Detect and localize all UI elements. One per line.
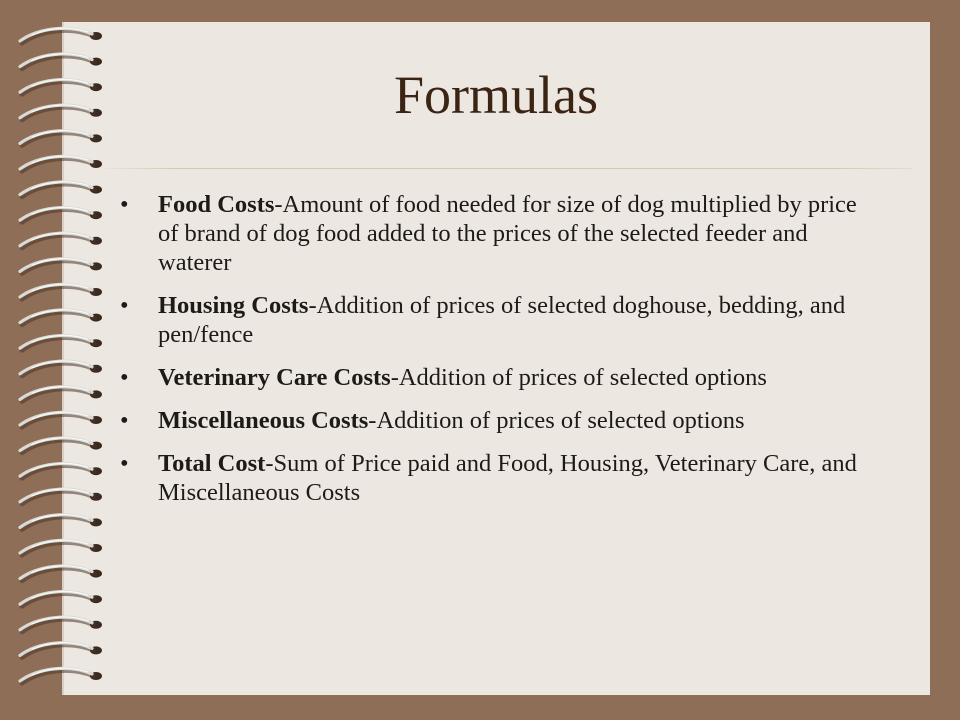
bullet-icon: • bbox=[120, 407, 129, 434]
spiral-ring bbox=[20, 284, 102, 299]
bullet-list bbox=[118, 190, 878, 521]
spiral-ring bbox=[20, 540, 102, 555]
spiral-ring bbox=[20, 207, 102, 222]
bullet-definition: -Sum of Price paid and Food, Housing, Veterinary Care, and Miscellaneous Costs bbox=[158, 450, 857, 506]
spiral-ring bbox=[20, 438, 102, 453]
bullet-definition: -Addition of prices of selected options bbox=[390, 364, 767, 391]
title-divider bbox=[95, 168, 913, 169]
spiral-ring bbox=[20, 591, 102, 606]
spiral-ring bbox=[20, 361, 102, 376]
bullet-item-miscellaneous-costs bbox=[118, 406, 878, 435]
bullet-item-housing-costs bbox=[118, 291, 878, 349]
bullet-definition: -Amount of food needed for size of dog multiplied by price of brand of dog food added to the prices of the selected feeder and waterer bbox=[158, 191, 857, 276]
bullet-item-food-costs bbox=[118, 190, 878, 277]
bullet-term: Miscellaneous Costs bbox=[158, 407, 369, 434]
spiral-ring bbox=[20, 643, 102, 658]
spiral-ring bbox=[20, 131, 102, 146]
bullet-term: Housing Costs bbox=[158, 292, 309, 319]
bullet-definition: -Addition of prices of selected options bbox=[368, 407, 745, 434]
bullet-icon: • bbox=[120, 191, 129, 218]
bullet-term: Veterinary Care Costs bbox=[158, 364, 391, 391]
bullet-term: Food Costs bbox=[158, 191, 275, 218]
bullet-item-total-cost bbox=[118, 449, 878, 507]
bullet-icon: • bbox=[120, 364, 129, 391]
spiral-ring bbox=[20, 489, 102, 504]
spiral-ring bbox=[20, 412, 102, 427]
bullet-icon: • bbox=[120, 292, 129, 319]
spiral-ring bbox=[20, 617, 102, 632]
bullet-term: Total Cost bbox=[158, 450, 266, 477]
spiral-ring bbox=[20, 156, 102, 171]
spiral-ring bbox=[20, 387, 102, 402]
spiral-ring bbox=[20, 233, 102, 248]
spiral-ring bbox=[20, 54, 102, 69]
bullet-definition: -Addition of prices of selected doghouse, bedding, and pen/fence bbox=[158, 292, 846, 348]
spiral-ring bbox=[20, 310, 102, 325]
spiral-ring bbox=[20, 182, 102, 197]
spiral-ring bbox=[20, 566, 102, 581]
spiral-ring bbox=[20, 463, 102, 478]
spiral-ring bbox=[20, 335, 102, 350]
spiral-ring bbox=[20, 668, 102, 683]
spiral-ring bbox=[20, 28, 102, 43]
bullet-item-veterinary-care-costs bbox=[118, 363, 878, 392]
spiral-ring bbox=[20, 259, 102, 274]
slide-title: Formulas bbox=[393, 65, 598, 125]
bullet-icon: • bbox=[120, 450, 129, 477]
spiral-ring bbox=[20, 515, 102, 530]
